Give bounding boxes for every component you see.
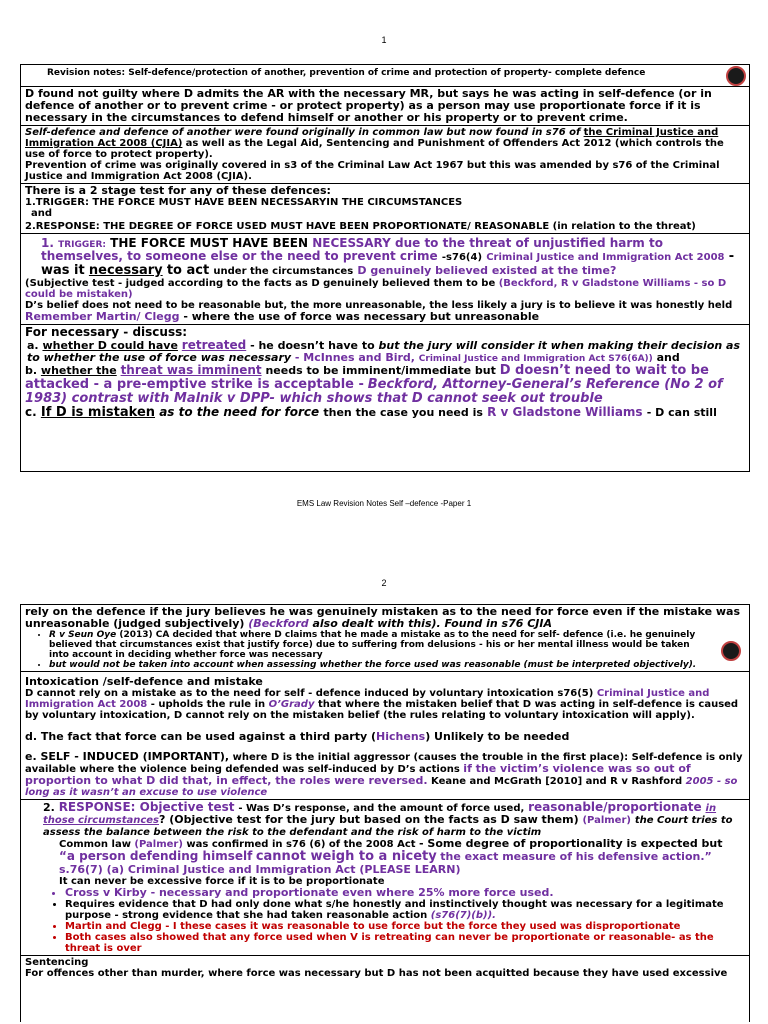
notes-table-page-1 xyxy=(20,64,750,472)
trigger-caps: THE FORCE MUST HAVE BEEN xyxy=(110,236,309,250)
oye-list xyxy=(25,630,745,670)
point-e xyxy=(25,751,745,798)
point-c-still: - D can still xyxy=(646,406,717,419)
response-reasonable: reasonable/proportionate xyxy=(528,800,702,814)
list-item: • Martin and Clegg - I these cases it was reasonable to use force but the force they used was disproportionate xyxy=(65,921,735,932)
point-b xyxy=(25,364,745,406)
intox-text-c: that where the mistaken belief that D was acting in self-defence is caused by voluntary intoxication, D cannot rely on the mistaken belief (the rules relating to voluntary intoxication will apply). xyxy=(25,699,739,721)
prevention-text: Prevention of crime was originally covered in s3 of the Criminal Law Act 1967 but this was amended by s76 of the Criminal Justice and Immigration Act 2008 (CJIA). xyxy=(25,160,720,182)
response-number: 2. xyxy=(43,801,55,814)
sentencing-text: For offences other than murder, where force was necessary but D has not been acquitted because they have used excessive xyxy=(25,968,728,979)
page-footer: EMS Law Revision Notes Self –defence -Paper 1 xyxy=(296,499,472,508)
remember-text: - where the use of force was necessary but unreasonable xyxy=(183,310,540,323)
point-b-preemptive: D doesn’t need to wait to be attacked - a pre-emptive strike is acceptable - xyxy=(25,363,709,392)
point-b-whether: whether the xyxy=(40,364,117,377)
point-a-label: a. xyxy=(27,339,39,352)
intox-ogrady: O’Grady xyxy=(268,699,315,710)
quote-part-a: “a person defending himself xyxy=(59,849,253,863)
trigger-number: 1. xyxy=(41,236,54,250)
intox-cjia: Criminal Justice and Immigration Act 2008 xyxy=(25,688,710,710)
notes-table-page-2 xyxy=(20,604,750,1022)
bullet2-section: (s76(7)(b)). xyxy=(430,910,496,921)
never-excessive: It can never be excessive force if it is to be proportionate xyxy=(59,876,385,887)
trigger-genuine: D genuinely believed existed at the time? xyxy=(357,264,617,277)
continuation-rest: also dealt with this). Found in s76 CJIA xyxy=(312,617,552,630)
point-a xyxy=(25,339,745,364)
point-d-rest: ) Unlikely to be needed xyxy=(425,730,570,743)
discuss-row xyxy=(21,325,749,421)
continuation-text: rely on the defence if the jury believes he was genuinely mistaken as to the need for force even if the mistake was unreasonable (judged subjectively) xyxy=(25,605,740,630)
discuss-heading: For necessary - discuss: xyxy=(25,325,188,339)
point-b-needs: needs to be imminent/immediate but xyxy=(265,364,496,377)
origin-text: Self-defence and defence of another were found originally in common law but now found in s76 of xyxy=(25,127,581,138)
point-c-mistaken: If D is mistaken xyxy=(40,405,156,420)
sentencing-row xyxy=(21,956,749,980)
point-d-case: Hichens xyxy=(376,730,426,743)
list-item: • Both cases also showed that any force used when V is retreating can never be proportionate or reasonable- as the threat is over xyxy=(65,932,735,954)
header-title: Revision notes: Self-defence/protection of another, prevention of crime and protection of property- complete defence xyxy=(47,68,646,78)
point-a-cjia: Criminal Justice and Immigration Act S76(6A)) xyxy=(418,354,653,364)
intoxication-row xyxy=(21,672,749,800)
common-law-degree: - Some degree of proportionality is expected but xyxy=(419,837,723,850)
bullet2-text: Requires evidence that D had only done what s/he honestly and instinctively thought was necessary for a legitimate purpose - strong evidence that she had taken reasonable action xyxy=(65,899,724,921)
two-stage-row xyxy=(21,184,749,234)
trigger-due: due to the threat of unjustified harm to themselves, to someone else or the need to prevent crime xyxy=(41,236,663,263)
remember-line xyxy=(25,311,745,323)
common-law-palmer: (Palmer) xyxy=(134,839,183,850)
remember-cases: Remember Martin/ Clegg xyxy=(25,310,180,323)
intro-text: D found not guilty where D admits the AR with the necessary MR, but says he was acting in self-defence (or in defence of another or to prevent crime - or protect property) as a person may use proportionate force if it is necessary in the circumstances to defend himself or another or his property or to prevent crime. xyxy=(25,87,712,124)
page-number: 2 xyxy=(381,578,387,588)
stage-1: 1.TRIGGER: THE FORCE MUST HAVE BEEN NECESSARYIN THE CIRCUMSTANCES xyxy=(25,197,463,208)
continuation xyxy=(25,606,745,630)
point-b-label: b. xyxy=(25,364,38,377)
trigger-cjia: Criminal Justice and Immigration Act 2008 xyxy=(486,252,725,263)
response-palmer: (Palmer) xyxy=(582,815,631,826)
response-in-those: in those circumstances xyxy=(43,803,717,826)
point-c-as-to: as to the need for force xyxy=(159,405,320,419)
intox-text-a: D cannot rely on a mistake as to the need for self - defence induced by voluntary intoxication s76(5) xyxy=(25,688,594,699)
origin-rest: as well as the Legal Aid, Sentencing and Punishment of Offenders Act 2012 (which controls the use of force to protect property). xyxy=(25,138,724,160)
mistake-row xyxy=(21,605,749,672)
point-a-case: - McInnes and Bird, xyxy=(294,351,415,364)
list-item: • but would not be taken into account when assessing whether the force used was reasonable (must be interpreted objectively). xyxy=(49,660,705,670)
point-e-text: where D is the initial aggressor (causes the trouble in the first place): Self-defence is only available where the violence being defended was self-induced by D’s actions xyxy=(25,752,743,775)
quote-part-c: the exact measure of his defensive action.” s.76(7) (a) Criminal Justice and Immigration Act (PLEASE LEARN) xyxy=(59,850,712,876)
trigger-row xyxy=(21,234,749,325)
point-c-label: c. xyxy=(25,405,37,419)
trigger-was-it: -was it xyxy=(41,249,735,278)
point-a-whether: whether D could have xyxy=(42,339,178,352)
stage-2: 2.RESPONSE: THE DEGREE OF FORCE USED MUST HAVE BEEN PROPORTIONATE/ REASONABLE (in relation to the threat) xyxy=(25,221,696,232)
point-d-text: d. The fact that force can be used against a third party ( xyxy=(25,730,377,743)
response-objective: ? (Objective test for the jury but based on the facts as D saw them) xyxy=(159,813,579,826)
response-label: RESPONSE: Objective test xyxy=(58,800,235,814)
list-item xyxy=(65,899,735,921)
oye-text: (2013) CA decided that where D claims that he made a mistake as to the need for self- defence (i.e. he genuinely believed that circumstances exist that justify force) due to suffering from delusions - his or her mental illness would be taken into account in deciding whether force was necessary xyxy=(49,630,696,660)
point-e-purple: if the victim’s violence was so out of proportion to what D did that, in effect, the roles were reversed. xyxy=(25,762,691,787)
common-law-s766: was confirmed in s76 (6) of the 2008 Act xyxy=(186,839,416,850)
trigger-necessary-2: necessary xyxy=(88,263,163,278)
intoxication-text xyxy=(25,688,745,721)
response-court: the Court tries to assess the balance between the risk to the defendant and the risk of harm to the victim xyxy=(43,815,733,838)
common-law-label: Common law xyxy=(59,839,131,850)
belief-text: D’s belief does not need to be reasonable but, the more unreasonable, the less likely a jury is to believe it was honestly held xyxy=(25,300,733,311)
response-row xyxy=(21,800,749,956)
trigger-s764: -s76(4) xyxy=(441,252,483,263)
point-c xyxy=(25,406,745,420)
intro-row xyxy=(21,87,749,126)
trigger-label: TRIGGER: xyxy=(58,240,106,250)
trigger-to-act: to act xyxy=(166,263,210,278)
model-logo-icon xyxy=(726,66,746,86)
response-bullets xyxy=(25,887,745,954)
common-law xyxy=(25,838,745,876)
trigger-heading xyxy=(25,237,745,278)
point-a-italic: but the jury will consider it when making their decision as to whether the use of force was necessary xyxy=(27,339,741,364)
page-number: 1 xyxy=(381,35,387,45)
model-logo-icon xyxy=(721,641,741,661)
two-stage-heading: There is a 2 stage test for any of these defences: xyxy=(25,184,331,197)
point-b-cases: Beckford, Attorney-General’s Reference (No 2 of 1983) contrast with Malnik v DPP- which shows that D cannot seek out trouble xyxy=(25,377,723,406)
point-c-then: then the case you need is xyxy=(323,406,483,419)
subjective-cases: (Beckford, R v Gladstone Williams - so D could be mistaken) xyxy=(25,278,727,300)
point-e-2005: 2005 - so long as it wasn’t an excuse to use violence xyxy=(25,776,738,798)
subjective-test xyxy=(25,278,745,300)
subjective-text: (Subjective test - judged according to the facts as D genuinely believed them to be xyxy=(25,278,496,289)
point-e-heading: e. SELF - INDUCED (IMPORTANT), xyxy=(25,750,230,763)
point-b-threat: threat was imminent xyxy=(120,363,262,377)
point-a-rest: - he doesn’t have to xyxy=(250,339,375,352)
header-row xyxy=(21,65,749,87)
and-word: and xyxy=(31,208,53,219)
response-heading xyxy=(25,801,745,838)
intox-text-b: - upholds the rule in xyxy=(150,699,266,710)
cjia-name: the Criminal Justice and Immigration Act 2008 (CJIA) xyxy=(25,127,719,149)
oye-case: R v Seun Oye xyxy=(49,630,117,640)
trigger-necessary: NECESSARY xyxy=(312,236,391,250)
continuation-beckford: (Beckford xyxy=(248,617,309,630)
intoxication-heading: Intoxication /self-defence and mistake xyxy=(25,675,263,688)
origin-row xyxy=(21,126,749,184)
sentencing-heading: Sentencing xyxy=(25,957,89,968)
response-was: - Was D’s response, and the amount of force used, xyxy=(238,803,525,814)
list-item: • Cross v Kirby - necessary and proportionate even where 25% more force used. xyxy=(65,887,735,899)
point-a-and: and xyxy=(656,351,680,364)
quote-part-b: cannot weigh to a nicety xyxy=(255,849,437,864)
point-e-cases: Keane and McGrath [2010] and R v Rashford xyxy=(431,776,683,787)
trigger-under: under the circumstances xyxy=(213,266,354,277)
point-c-case: R v Gladstone Williams xyxy=(487,405,643,419)
point-d xyxy=(25,731,745,743)
list-item xyxy=(49,630,705,660)
point-a-retreated: retreated xyxy=(181,338,247,352)
